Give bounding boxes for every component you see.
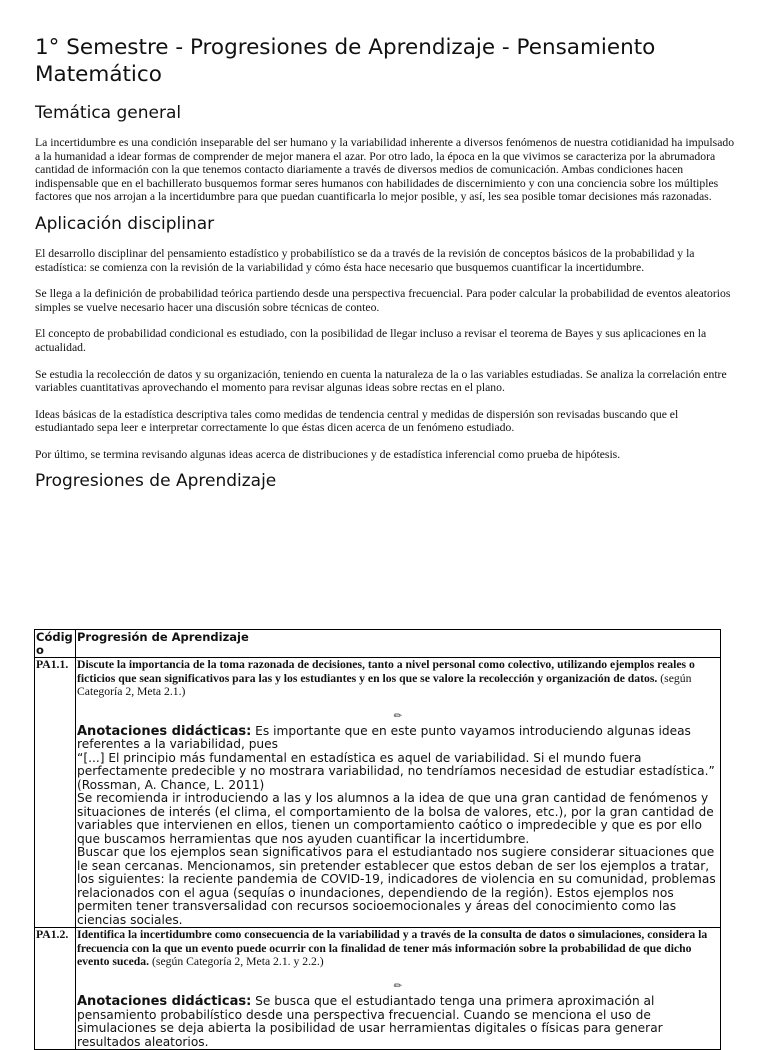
aplicacion-paragraph: Por último, se termina revisando algunas ideas acerca de distribuciones y de estadística inferencial como prueba de hipótesis. <box>35 447 621 461</box>
didactic-notes-text: Es importante que en este punto vayamos introduciendo algunas ideas referentes a la variabilidad, pues <box>77 723 691 752</box>
table-header-row <box>35 630 721 658</box>
didactic-notes-intro <box>77 995 719 1049</box>
aplicacion-paragraph: Se llega a la definición de probabilidad teórica partiendo desde una perspectiva frecuencial. Para poder calcular la probabilidad de eventos aleatorios simples se vuelve necesario hacer una discusión sobre técnicas de conteo. <box>35 287 731 314</box>
progression-cell <box>76 928 721 1050</box>
progression-statement <box>77 658 719 699</box>
section-heading-tematica: Temática general <box>35 103 182 123</box>
didactic-notes-line: Se recomienda ir introduciendo a las y los alumnos a la idea de que una gran cantidad de fenómenos y situaciones de interés (el clima, el comportamiento de la bolsa de valores, etc.), por la gran cantidad de variables que intervienen en ellos, tienen un comportamiento caótico o impredecible y que es por ello que buscamos herramientas que nos ayuden cuantificar la incertidumbre. <box>77 791 714 846</box>
progression-statement-text: Discute la importancia de la toma razonada de decisiones, tanto a nivel personal como colectivo, utilizando ejemplos reales o ficticios que sean significativos para las y los estudiantes y en los que se valore la recolección y organización de datos. <box>77 658 695 685</box>
didactic-notes-line: “[...] El principio más fundamental en estadística es aquel de variabilidad. Si el mundo fuera perfectamente predecible y no mostrara variabilidad, no tendríamos necesidad de estudiar estadística.” (Rossman, A. Chance, L. 2011) <box>77 750 715 792</box>
tematica-paragraph: La incertidumbre es una condición inseparable del ser humano y la variabilidad inherente a diversos fenómenos de nuestra cotidianidad ha impulsado a la humanidad a idear formas de comprender de mejor manera el azar. Por otro lado, la época en la que vivimos se caracteriza por la abrumadora cantidad de información con la que tenemos contacto diariamente a través de diversos medios de comunicación. Ambas condiciones hacen indispensable que en el bachillerato busquemos formar seres humanos con habilidades de discernimiento y con una conciencia sobre los múltiples factores que nos arrojan a la incertidumbre para que puedan cuantificarla lo mejor posible, y así, les sea posible tomar decisiones más razonadas. <box>35 136 735 204</box>
column-header-progresion: Progresión de Aprendizaje <box>76 630 721 658</box>
pencil-icon: ✏ <box>393 710 403 722</box>
didactic-notes <box>77 995 719 1049</box>
aplicacion-paragraph: El desarrollo disciplinar del pensamiento estadístico y probabilístico se da a través de la revisión de conceptos básicos de la probabilidad y la estadística: se comienza con la revisión de la variabilidad y cómo ésta hace necesario que busquemos cuantificar la incertidumbre. <box>35 246 695 274</box>
didactic-notes <box>77 725 719 928</box>
progression-cell <box>76 658 721 928</box>
column-header-code: Códig o <box>35 630 76 658</box>
didactic-notes-label: Anotaciones didácticas: <box>77 723 252 739</box>
progression-code: PA1.2. <box>35 928 76 1050</box>
aplicacion-body <box>35 247 735 462</box>
pencil-icon: ✏ <box>393 981 403 993</box>
didactic-notes-line: Buscar que los ejemplos sean significativos para el estudiantado nos sugiere considerar situaciones que le sean cercanas. Mencionamos, sin pretender establecer que estos deban de ser los ejemplos a tratar, los siguientes: la reciente pandemia de COVID-19, indicadores de violencia en su comunidad, problemas relacionados con el agua (sequías o inundaciones, dependiendo de la región). Estos ejemplos nos permiten tener transversalidad con recursos socioemocionales y áreas del conocimiento como las ciencias sociales. <box>77 845 716 927</box>
section-heading-aplicacion: Aplicación disciplinar <box>35 213 215 234</box>
didactic-notes-text: Se busca que el estudiantado tenga una primera aproximación al pensamiento probabilístico desde una perspectiva frecuencial. Cuando se menciona el uso de simulaciones se deja abierta la posibilidad de usar herramientas digitales o físicas para generar resultados aleatorios. <box>77 994 663 1049</box>
progresiones-table <box>34 629 721 1050</box>
table-row <box>35 658 721 928</box>
aplicacion-paragraph: Ideas básicas de la estadística descriptiva tales como medidas de tendencia central y medidas de dispersión son revisadas buscando que el estudiantado sepa leer e interpretar correctamente lo que éstas dicen acerca de un fenómeno estudiado. <box>35 407 679 435</box>
progression-statement <box>77 928 719 969</box>
aplicacion-paragraph: Se estudia la recolección de datos y su organización, teniendo en cuenta la naturaleza de la o las variables estudiadas. Se analiza la correlación entre variables cuantitativas aprovechando el momento para revisar algunas ideas sobre rectas en el plano. <box>35 367 727 395</box>
progression-reference: (según Categoría 2, Meta 2.1.) <box>77 671 692 699</box>
table-row <box>35 928 721 1050</box>
aplicacion-paragraph: El concepto de probabilidad condicional es estudiado, con la posibilidad de llegar incluso a revisar el teorema de Bayes y sus aplicaciones en la actualidad. <box>35 327 707 354</box>
didactic-notes-intro <box>77 725 719 752</box>
progression-statement-text: Identifica la incertidumbre como consecuencia de la variabilidad y a través de la consulta de datos o simulaciones, considera la frecuencia con la que un evento puede ocurrir con la finalidad de tener más información sobre la probabilidad de que dicho evento suceda. <box>77 928 708 969</box>
didactic-notes-label: Anotaciones didácticas: <box>77 994 252 1010</box>
progression-code: PA1.1. <box>35 658 76 928</box>
document-page <box>35 34 735 492</box>
section-heading-progresiones: Progresiones de Aprendizaje <box>35 470 277 491</box>
page-title: 1° Semestre - Progresiones de Aprendizaje - Pensamiento Matemático <box>35 35 656 87</box>
progression-reference: (según Categoría 2, Meta 2.1. y 2.2.) <box>152 955 324 969</box>
